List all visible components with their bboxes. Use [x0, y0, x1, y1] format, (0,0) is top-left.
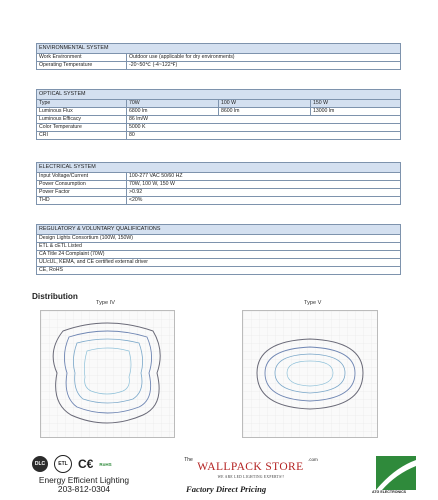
atg-electronics-label: ATG ELECTRONICS — [372, 490, 407, 494]
electrical-title: ELECTRICAL SYSTEM — [37, 163, 401, 173]
store-tagline: WE ARE LED LIGHTING EXPERTS!! — [217, 475, 285, 479]
spec-label: Luminous Efficacy — [37, 116, 127, 124]
table-row — [37, 197, 401, 205]
optical-table — [36, 89, 401, 140]
table-row — [37, 181, 401, 189]
spec-value: 86 lm/W — [127, 116, 401, 124]
spec-value: 5000 K — [127, 124, 401, 132]
table-row — [37, 132, 401, 140]
spec-label: Work Environment — [37, 54, 127, 62]
store-the: The — [184, 457, 193, 463]
type-v-plot — [243, 311, 377, 437]
optical-section — [36, 89, 401, 140]
distribution-title: Distribution — [32, 292, 78, 301]
col-150w: 150 W — [311, 100, 401, 108]
electrical-table — [36, 162, 401, 205]
qualification-item: CE, RoHS — [37, 267, 401, 275]
table-row — [37, 267, 401, 275]
col-type: Type — [37, 100, 127, 108]
spec-label: THD — [37, 197, 127, 205]
type-v-label: Type V — [304, 300, 322, 306]
store-name: WALLPACK STORE — [197, 461, 304, 473]
spec-label: CRI — [37, 132, 127, 140]
spec-label: Color Temperature — [37, 124, 127, 132]
spec-label: Power Consumption — [37, 181, 127, 189]
spec-value: >0.92 — [127, 189, 401, 197]
table-row — [37, 235, 401, 243]
value-150w: 13000 lm — [311, 108, 401, 116]
environmental-title: ENVIRONMENTAL SYSTEM — [37, 44, 401, 54]
table-row — [37, 54, 401, 62]
spec-value: 100-277 VAC 50/60 HZ — [127, 173, 401, 181]
regulatory-title: REGULATORY & VOLUNTARY QUALIFICATIONS — [37, 225, 401, 235]
table-row — [37, 124, 401, 132]
factory-direct-slogan: Factory Direct Pricing — [186, 484, 267, 494]
type-iv-isolux-diagram — [40, 310, 175, 438]
value-100w: 8600 lm — [219, 108, 311, 116]
spec-label: Operating Temperature — [37, 62, 127, 70]
table-row — [37, 251, 401, 259]
value-70w: 6800 lm — [127, 108, 219, 116]
table-row — [37, 173, 401, 181]
table-row — [37, 259, 401, 267]
spec-value: <20% — [127, 197, 401, 205]
qualification-item: Design Lights Consortium (100W, 150W) — [37, 235, 401, 243]
environmental-section — [36, 43, 401, 70]
environmental-table — [36, 43, 401, 70]
company-name: Energy Efficient Lighting — [38, 475, 130, 485]
spec-value: 70W, 100 W, 150 W — [127, 181, 401, 189]
regulatory-table — [36, 224, 401, 275]
table-row — [37, 243, 401, 251]
optical-title: OPTICAL SYSTEM — [37, 90, 401, 100]
type-iv-plot — [41, 311, 174, 437]
etl-logo: ETL — [54, 455, 72, 473]
certification-logos — [32, 455, 112, 473]
col-100w: 100 W — [219, 100, 311, 108]
spec-label: Luminous Flux — [37, 108, 127, 116]
store-com: .com — [308, 457, 318, 462]
spec-value: Outdoor use (applicable for dry environments) — [127, 54, 401, 62]
qualification-item: UL/cUL, KEMA, and CE certified external driver — [37, 259, 401, 267]
spec-label: Input Voltage/Current — [37, 173, 127, 181]
atg-logo-icon — [376, 456, 416, 490]
type-iv-label: Type IV — [96, 300, 115, 306]
spec-label: Power Factor — [37, 189, 127, 197]
company-phone: 203-812-0304 — [57, 484, 111, 494]
regulatory-section — [36, 224, 401, 275]
rohs-logo: RoHS — [99, 461, 112, 467]
wallpack-store-logo[interactable] — [166, 457, 336, 479]
electrical-section — [36, 162, 401, 205]
spec-value: -20~50℃ (-4~122℉) — [127, 62, 401, 70]
table-row — [37, 116, 401, 124]
type-v-isolux-diagram — [242, 310, 378, 438]
table-row — [37, 108, 401, 116]
company-info — [30, 476, 138, 494]
ce-mark: C€ — [78, 457, 94, 471]
qualification-item: CA Title 24 Complaint (70W) — [37, 251, 401, 259]
col-70w: 70W — [127, 100, 219, 108]
optical-header-row — [37, 100, 401, 108]
qualification-item: ETL & cETL Listed — [37, 243, 401, 251]
spec-value: 80 — [127, 132, 401, 140]
dlc-logo: DLC — [32, 456, 48, 472]
table-row — [37, 189, 401, 197]
table-row — [37, 62, 401, 70]
